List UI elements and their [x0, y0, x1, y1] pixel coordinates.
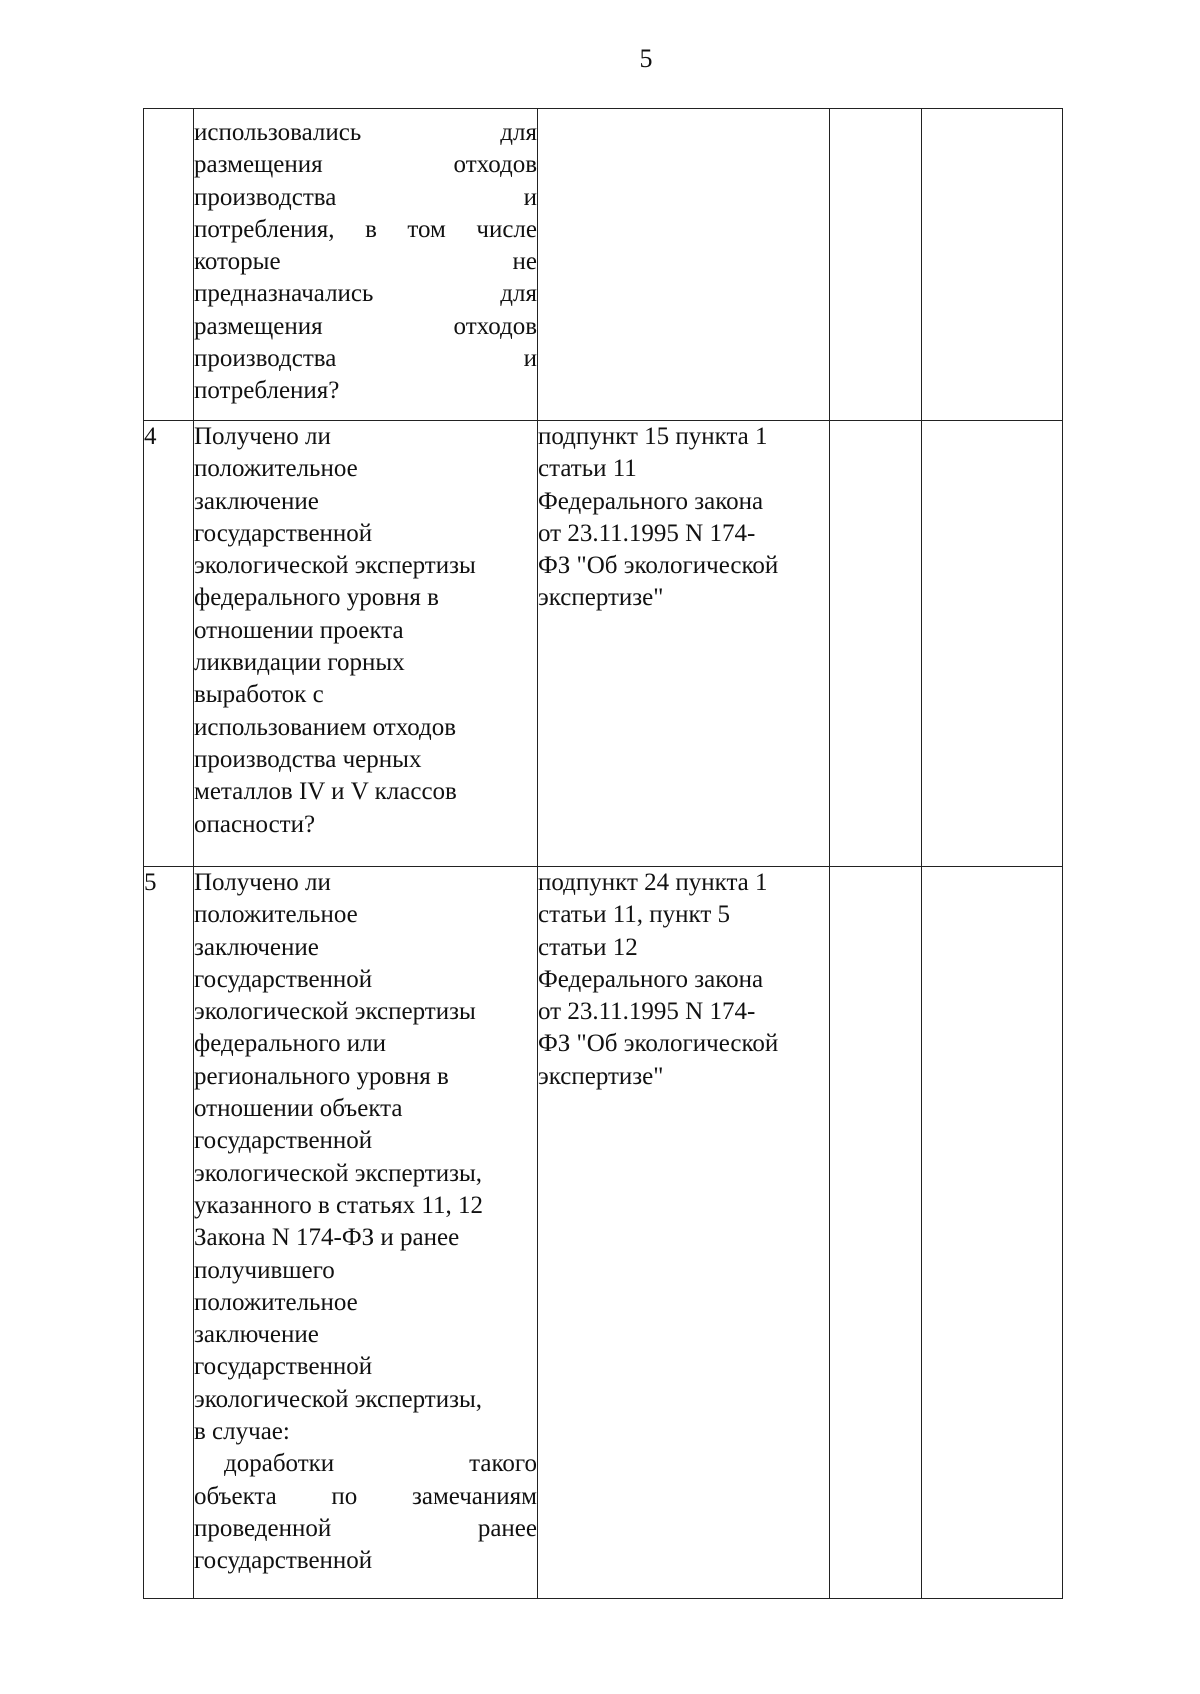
text-line: регионального уровня в — [194, 1062, 449, 1090]
text-line: выработок с — [194, 681, 324, 709]
question-cell — [194, 867, 538, 1599]
text-line: доработки такого — [224, 1450, 537, 1478]
text-line: федерального или — [194, 1030, 386, 1058]
question-cell — [194, 421, 538, 867]
text-line: Получено ли — [194, 869, 331, 896]
text-line: заключение — [194, 487, 319, 515]
text-line: отношении проекта — [194, 616, 404, 644]
text-line: ликвидации горных — [194, 649, 405, 677]
answer-cell — [830, 421, 922, 867]
text-line: размещения отходов — [194, 151, 537, 179]
text-line: экологической экспертизы — [194, 998, 476, 1026]
text-line: Получено ли — [194, 423, 331, 450]
text-line: производства и — [194, 183, 537, 211]
answer-cell — [830, 867, 922, 1599]
page-number: 5 — [639, 44, 653, 73]
row-number — [144, 109, 194, 421]
row-number: 4 — [144, 421, 194, 867]
text-line: получившего — [194, 1256, 335, 1284]
text-line: производства и — [194, 345, 537, 373]
note-cell — [922, 109, 1063, 421]
text-line: потребления, в том числе — [194, 215, 537, 243]
text-line: подпункт 24 пункта 1 — [538, 869, 768, 896]
reference-cell — [538, 109, 830, 421]
text-line: экспертизе" — [538, 1062, 664, 1090]
text-line: положительное — [194, 1288, 358, 1316]
text-line: Федерального закона — [538, 487, 764, 515]
note-cell — [922, 421, 1063, 867]
text-line: использованием отходов — [194, 713, 457, 741]
text-line: предназначались для — [194, 280, 537, 308]
text-line: экологической экспертизы, — [194, 1159, 483, 1187]
text-line: заключение — [194, 933, 319, 961]
note-cell — [922, 867, 1063, 1599]
text-line: опасности? — [194, 810, 316, 838]
text-line: экспертизе" — [538, 584, 664, 612]
text-line: отношении объекта — [194, 1095, 403, 1123]
table-row — [144, 867, 1063, 1599]
text-line: государственной — [194, 519, 373, 547]
table-row — [144, 109, 1063, 421]
text-line: государственной — [194, 1127, 373, 1155]
text-line: государственной — [194, 1353, 373, 1381]
text-line: потребления? — [194, 377, 340, 405]
reference-cell — [538, 867, 830, 1599]
text-line: в случае: — [194, 1418, 290, 1446]
text-line: подпункт 15 пункта 1 — [538, 423, 768, 450]
answer-cell — [830, 109, 922, 421]
text-line: от 23.11.1995 N 174- — [538, 998, 756, 1026]
text-line: положительное — [194, 901, 358, 929]
text-line: которые не — [194, 248, 537, 276]
text-line: от 23.11.1995 N 174- — [538, 519, 756, 547]
text-line: статьи 11 — [538, 455, 637, 483]
text-line: размещения отходов — [194, 312, 537, 340]
text-line: производства черных — [194, 745, 422, 773]
text-line: использовались для — [194, 119, 537, 146]
text-line: Федерального закона — [538, 965, 764, 993]
text-line: положительное — [194, 455, 358, 483]
text-line: федерального уровня в — [194, 584, 439, 612]
text-line: объекта по замечаниям — [194, 1482, 537, 1510]
text-line: металлов IV и V классов — [194, 778, 457, 806]
text-line: статьи 12 — [538, 933, 638, 961]
text-line: Закона N 174-ФЗ и ранее — [194, 1224, 460, 1252]
text-line: ФЗ "Об экологической — [538, 552, 779, 580]
text-line: проведенной ранее — [194, 1514, 537, 1542]
checklist-table — [143, 108, 1063, 1599]
table-row — [144, 421, 1063, 867]
text-line: указанного в статьях 11, 12 — [194, 1191, 483, 1219]
row-number: 5 — [144, 867, 194, 1599]
question-cell — [194, 109, 538, 421]
text-line: экологической экспертизы — [194, 552, 476, 580]
text-line: государственной — [194, 965, 373, 993]
text-line: ФЗ "Об экологической — [538, 1030, 779, 1058]
reference-cell — [538, 421, 830, 867]
text-line: государственной — [194, 1547, 373, 1575]
text-line: заключение — [194, 1321, 319, 1349]
text-line: статьи 11, пункт 5 — [538, 901, 731, 929]
text-line: экологической экспертизы, — [194, 1385, 483, 1413]
